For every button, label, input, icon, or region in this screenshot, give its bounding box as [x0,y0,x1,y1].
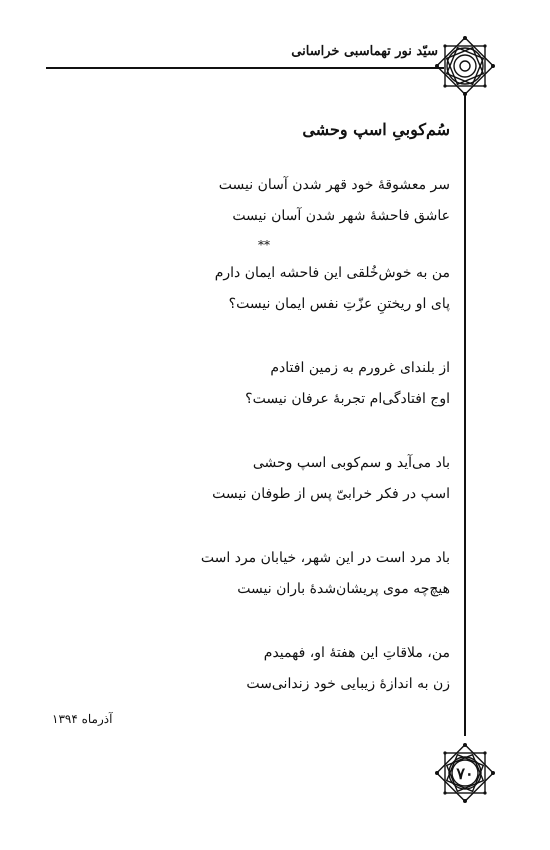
poem-line: هیچ‌چه موی پریشان‌شدهٔ باران نیست [237,581,450,597]
poem-line: باد مرد است در این شهر، خیابان مرد است [200,550,450,566]
poem-body [201,170,450,700]
poem-line: اسپ در فکر خرابیّ پس از طوفان نیست [212,486,450,502]
poem-line: عاشق فاحشهٔ شهر شدن آسان نیست [232,208,450,224]
poem-line: پای او ریختنِ عزّتِ نفس ایمان نیست؟ [228,296,450,312]
poem-line: من به خوش‌خُلقی این فاحشه ایمان دارم [214,265,450,281]
poem-line: سر معشوقهٔ خود قهر شدن آسان نیست [218,177,450,193]
poem-line: باد می‌آید و سم‌کوبی اسپ وحشی [252,455,450,471]
page-number: ۷۰ [456,763,474,783]
margin-rule [464,92,466,736]
poem-line: زن به اندازهٔ زیبایی خود زندانی‌ست [246,676,450,692]
stanza-separator: ** [258,238,270,252]
star-rosette-icon [434,35,496,97]
poem-line: من، ملاقاتِ این هفتهٔ او، فهمیدم [263,645,450,661]
poem-date: آذرماه ۱۳۹۴ [52,712,113,726]
poem-title: سُم‌کوبیِ اسپ وحشی [302,120,450,139]
poem-line: اوج افتادگی‌ام تجربهٔ عرفان نیست؟ [245,391,450,407]
header-rule [46,67,444,69]
running-header-author: سیّد نور تهماسبی خراسانی [291,44,438,59]
poem-line: از بلندای غرورم به زمین افتادم [270,360,450,376]
